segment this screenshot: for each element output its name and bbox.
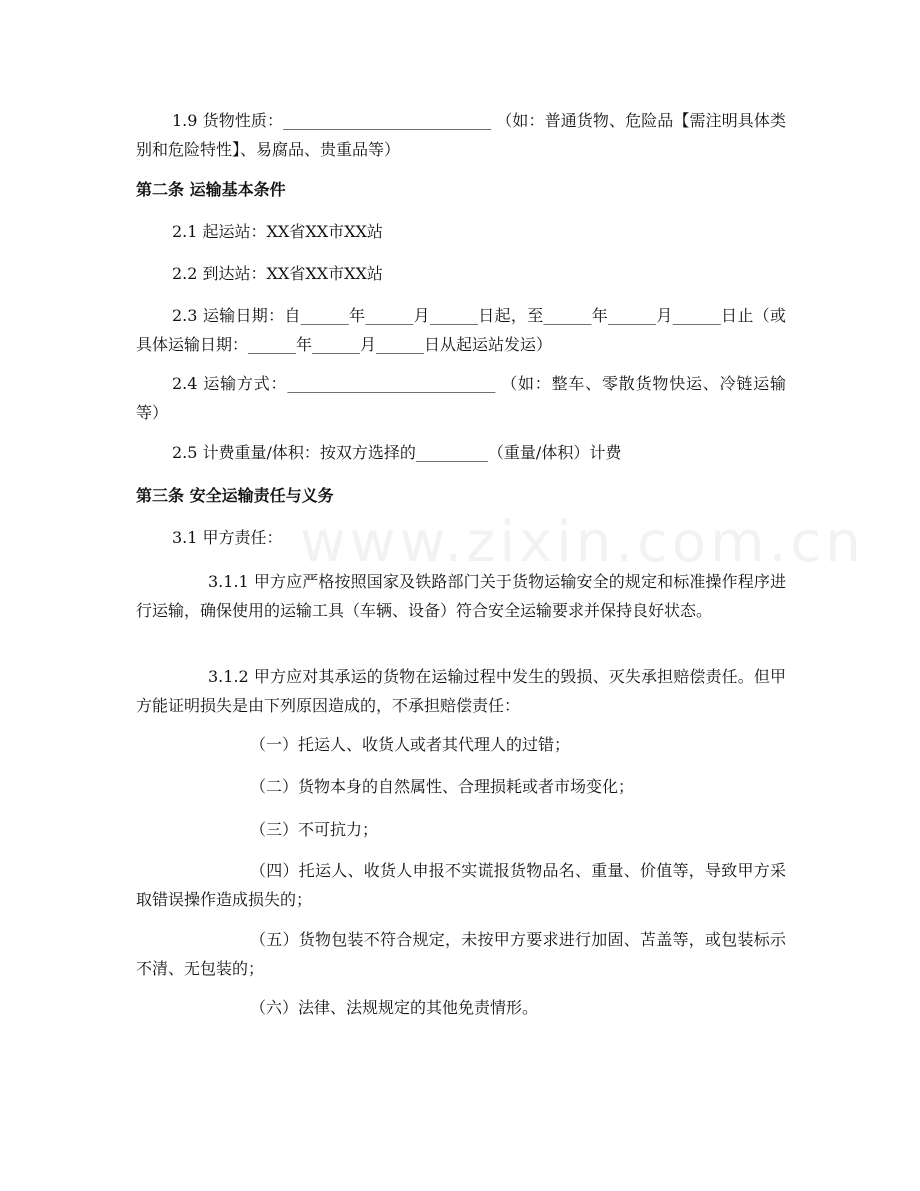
clause-2-1: 2.1 起运站：XX省XX市XX站 [172, 222, 383, 241]
exemption-item-5: （五）货物包装不符合规定，未按甲方要求进行加固、苫盖等，或包装标示不清、无包装的； [136, 930, 786, 978]
clause-2-4: 2.4 运输方式：__________________________ （如：整车、零散货物快运、冷链运输等） [136, 374, 786, 422]
clause-2-2: 2.2 到达站：XX省XX市XX站 [172, 264, 383, 283]
exemption-item-3: （三）不可抗力； [250, 820, 379, 839]
exemption-item-6: （六）法律、法规规定的其他免责情形。 [250, 998, 539, 1017]
clause-2-5: 2.5 计费重量/体积：按双方选择的_________（重量/体积）计费 [172, 443, 622, 462]
heading-article-3: 第三条 安全运输责任与义务 [136, 486, 334, 505]
clause-3-1: 3.1 甲方责任： [172, 528, 283, 547]
exemption-item-1: （一）托运人、收货人或者其代理人的过错； [250, 735, 571, 754]
exemption-item-4: （四）托运人、收货人申报不实谎报货物品名、重量、价值等，导致甲方采取错误操作造成损失的； [136, 861, 786, 909]
exemption-item-2: （二）货物本身的自然属性、合理损耗或者市场变化； [250, 777, 635, 796]
clause-2-3: 2.3 运输日期：自______年______月______日起，至______年______月______日止（或具体运输日期：______年______月______日从起运站发运） [136, 306, 786, 354]
clause-1-9: 1.9 货物性质：__________________________ （如：普通货物、危险品【需注明具体类别和危险特性】、易腐品、贵重品等） [136, 111, 786, 159]
clause-3-1-1: 3.1.1 甲方应严格按照国家及铁路部门关于货物运输安全的规定和标准操作程序进行运输，确保使用的运输工具（车辆、设备）符合安全运输要求并保持良好状态。 [136, 572, 786, 620]
heading-article-2: 第二条 运输基本条件 [136, 180, 286, 199]
clause-3-1-2: 3.1.2 甲方应对其承运的货物在运输过程中发生的毁损、灭失承担赔偿责任。但甲方能证明损失是由下列原因造成的，不承担赔偿责任： [136, 667, 786, 715]
watermark: www.zixin.com.cn [300, 510, 865, 575]
